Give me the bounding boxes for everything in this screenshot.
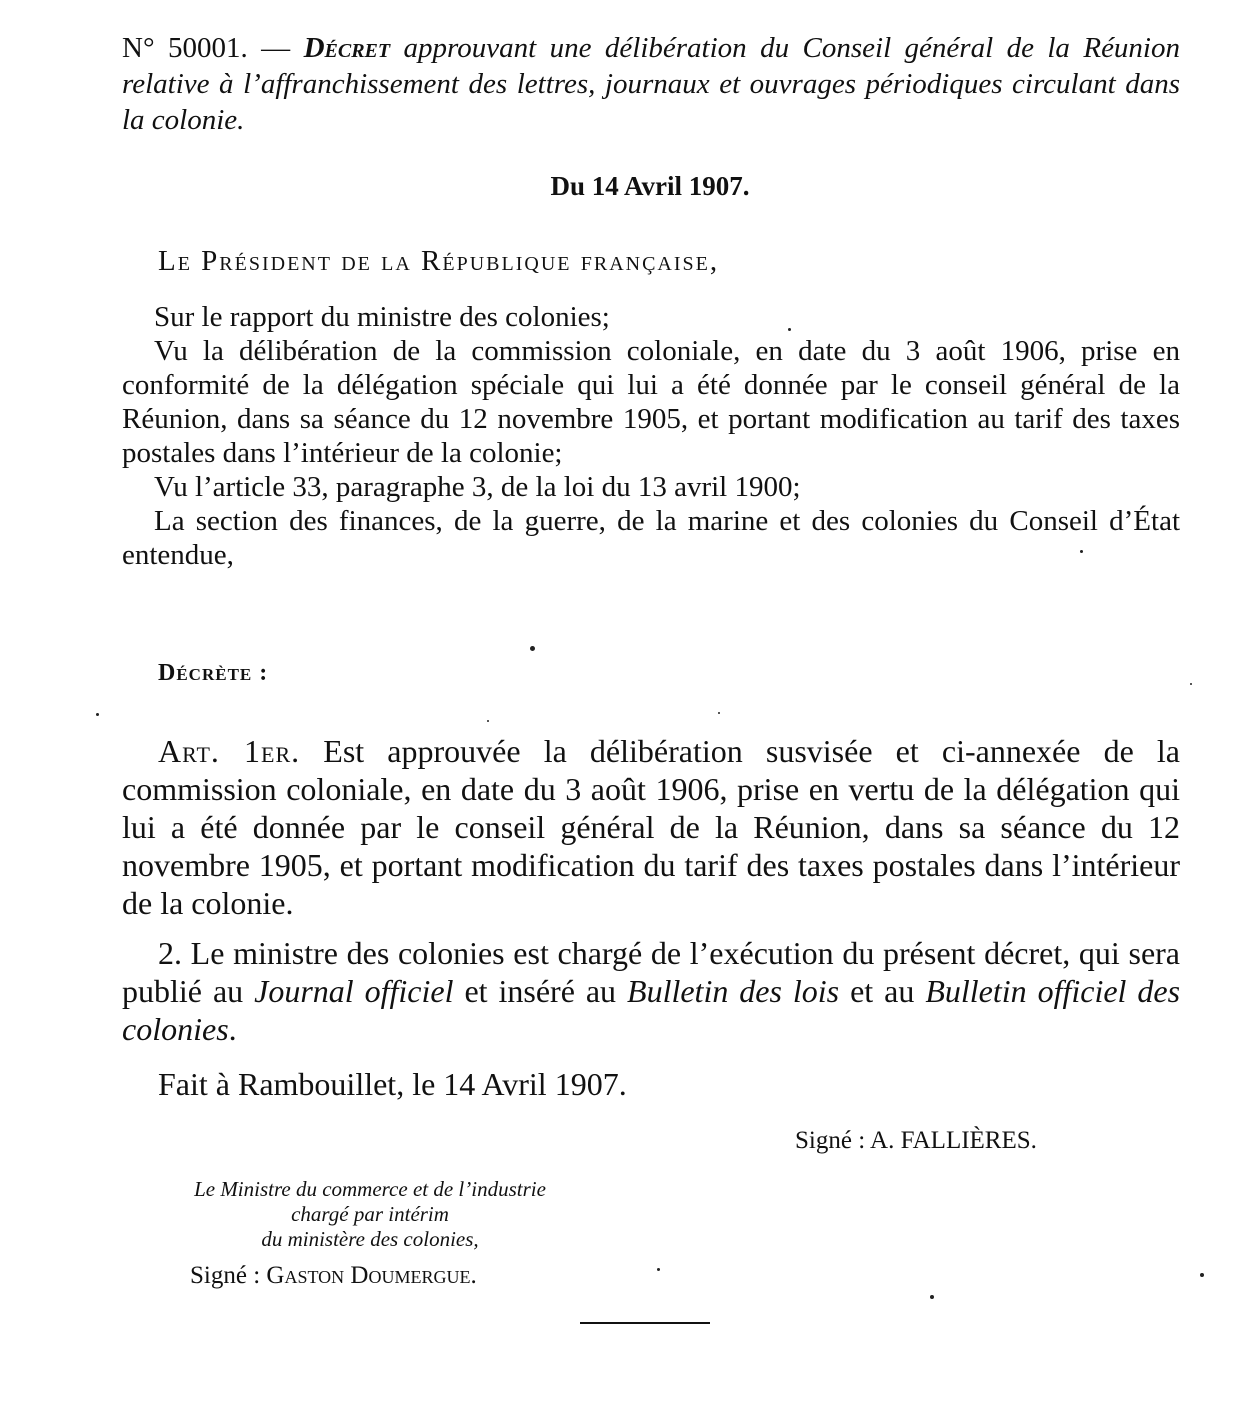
minister-signature xyxy=(190,1262,477,1290)
scan-speck xyxy=(530,646,535,651)
scan-speck xyxy=(487,720,489,722)
fait-line: Fait à Rambouillet, le 14 Avril 1907. xyxy=(158,1066,627,1102)
decree-title: approuvant une délibération du Conseil général de la Réunion relative à l’affranchissement des lettres, journaux et ouvrages périodiques circulant dans la colonie. xyxy=(122,32,1180,136)
article-1-label: Art. 1er. xyxy=(158,733,301,769)
article-2-text: et inséré au xyxy=(453,973,628,1009)
article-2-text: . xyxy=(228,1011,237,1047)
minister-title xyxy=(140,1177,600,1252)
minister-title-line: Le Ministre du commerce et de l’industrie xyxy=(194,1177,546,1201)
closing-rule xyxy=(580,1322,710,1324)
minister-signature-prefix: Signé : xyxy=(190,1262,267,1289)
minister-title-line: du ministère des colonies, xyxy=(261,1227,479,1251)
scan-speck xyxy=(718,712,720,714)
scan-speck xyxy=(657,1268,660,1271)
decree-number: N° 50001. — xyxy=(122,32,304,64)
president-line: Le Président de la République française, xyxy=(158,245,720,277)
scan-speck xyxy=(1200,1273,1204,1277)
preamble-paragraph: La section des finances, de la guerre, de la marine et des colonies du Conseil d’État entendue, xyxy=(122,505,1180,571)
article-2 xyxy=(122,934,1180,1048)
scan-speck xyxy=(788,328,791,331)
minister-title-line: chargé par intérim xyxy=(291,1202,449,1226)
preamble xyxy=(122,300,1180,572)
journal-officiel-ref: Journal officiel xyxy=(254,973,454,1009)
decree-heading xyxy=(122,30,1180,138)
scan-speck xyxy=(930,1295,934,1299)
minister-signature-name: Gaston Doumergue. xyxy=(266,1262,477,1289)
president-signature: Signé : A. FALLIÈRES. xyxy=(795,1127,1037,1154)
bulletin-lois-ref: Bulletin des lois xyxy=(627,973,840,1009)
article-1 xyxy=(122,732,1180,922)
article-2-text: et au xyxy=(839,973,926,1009)
article-2-text: 2. Le ministre des colonies est chargé de l’exécution du présent décret, qui sera publié au xyxy=(122,935,1180,1009)
decree-word: Décret xyxy=(303,32,391,64)
decrete-label: Décrète : xyxy=(158,660,269,686)
article-1-text: Est approuvée la délibération susvisée et ci-annexée de la commission coloniale, en date du 3 août 1906, prise en vertu de la délégation qui lui a été donnée par le conseil général de la Réunion, dans sa séance du 12 novembre 1905, et portant modification du tarif des taxes postales dans l’intérieur de la colonie. xyxy=(122,733,1181,921)
scan-speck xyxy=(1080,550,1083,553)
bulletin-colonies-ref: Bulletin officiel des colonies xyxy=(122,973,1181,1047)
decree-date: Du 14 Avril 1907. xyxy=(550,171,750,201)
preamble-paragraph: Vu l’article 33, paragraphe 3, de la loi du 13 avril 1900; xyxy=(154,471,801,503)
articles xyxy=(122,732,1180,1060)
scan-speck xyxy=(1190,683,1192,685)
preamble-paragraph: Sur le rapport du ministre des colonies; xyxy=(154,301,610,333)
preamble-paragraph: Vu la délibération de la commission coloniale, en date du 3 août 1906, prise en conformité de la délégation spéciale qui lui a été donnée par le conseil général de la Réunion, dans sa séance du 12 novembre 1905, et portant modification au tarif des taxes postales dans l’intérieur de la colonie; xyxy=(122,335,1180,469)
scan-speck xyxy=(96,713,99,716)
